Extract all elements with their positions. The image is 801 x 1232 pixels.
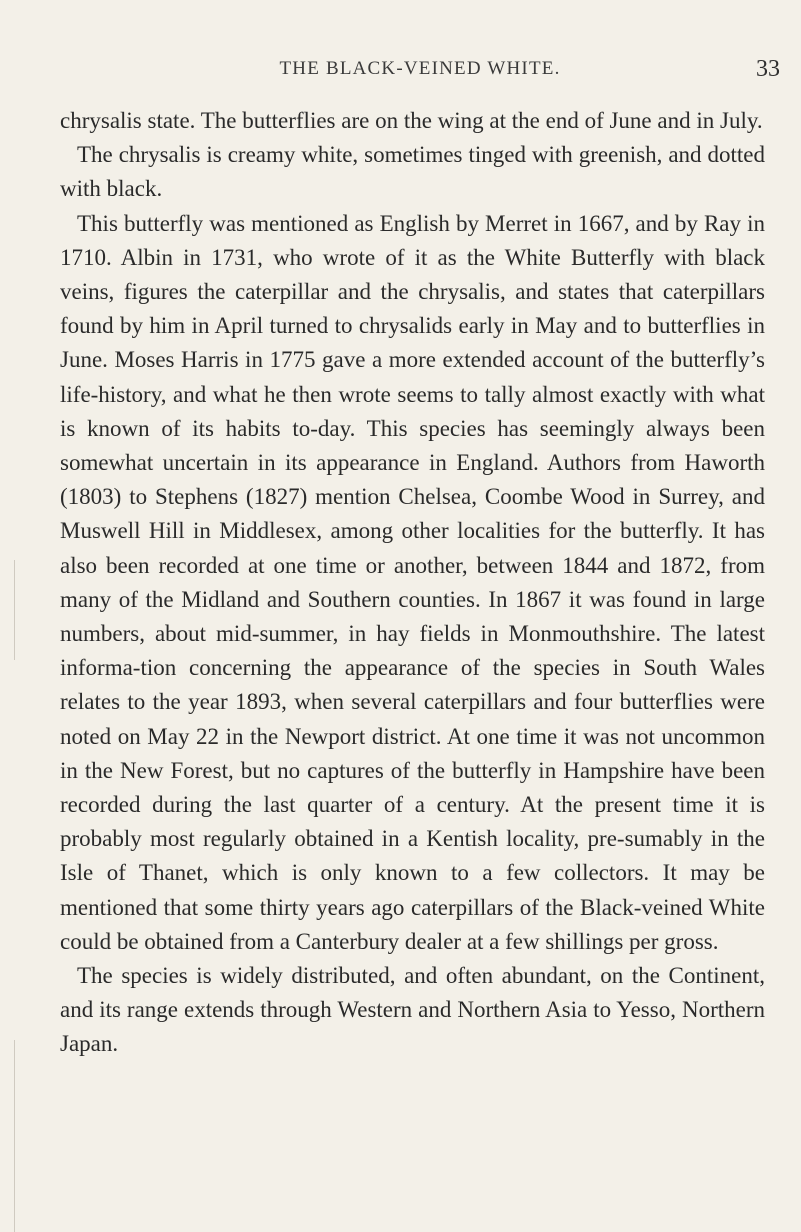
paragraph: chrysalis state. The butterflies are on the wing at the end of June and in July. xyxy=(60,108,763,133)
page-edge-mark xyxy=(14,1040,15,1232)
paragraph: This butterfly was mentioned as English by Merret in 1667, and by Ray in 1710. Albin in 1731, who wrote of it as the White Butterfly with black veins, figures the caterpillar and the chrysalis, and states that caterpillars found by him in April turned to chrysalids early in May and to butterflies in June. Moses Harris in 1775 gave a more extended account of the butterfly’s life-history, and what he then wrote seems to tally almost exactly with what is known of its habits to-day. This species has seemingly always been somewhat uncertain in its appearance in England. Authors from Haworth (1803) to Stephens (1827) mention Chelsea, Coombe Wood in Surrey, and Muswell Hill in Middlesex, among other localities for the butterfly. It has also been recorded at one time or another, between 1844 and 1872, from many of the Midland and Southern counties. In 1867 it was found in large numbers, about mid-summer, in hay fields in Monmouthshire. The latest informa-tion concerning the appearance of the species in South Wales relates to the year 1893, when several caterpillars and four butterflies were noted on May 22 in the Newport district. At one time it was not uncommon in the New Forest, but no captures of the butterfly in Hampshire have been recorded during the last quarter of a century. At the present time it is probably most regularly obtained in a Kentish locality, pre-sumably in the Isle of Thanet, which is only known to a few collectors. It may be mentioned that some thirty years ago caterpillars of the Black-veined White could be obtained from a Canterbury dealer at a few shillings per gross. xyxy=(60,210,765,954)
running-head: THE BLACK-VEINED WHITE. xyxy=(279,58,561,79)
page-number: 33 xyxy=(756,56,780,82)
paragraph: The species is widely distributed, and often abundant, on the Continent, and its range extends through Western and Northern Asia to Yesso, Northern Japan. xyxy=(60,963,765,1057)
body-text xyxy=(60,104,765,1062)
paragraph: The chrysalis is creamy white, sometimes tinged with greenish, and dotted with black. xyxy=(60,142,765,202)
page-header xyxy=(60,58,780,92)
page-edge-mark xyxy=(14,560,15,660)
